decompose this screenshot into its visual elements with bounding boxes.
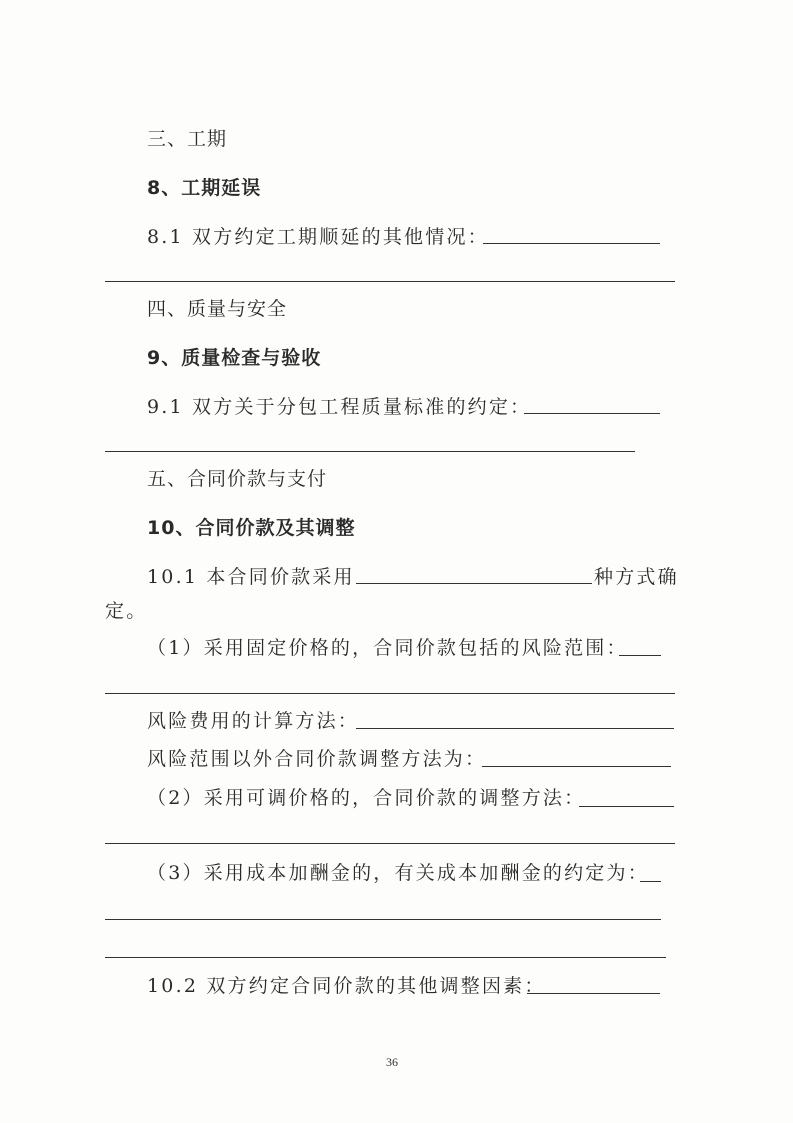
risk-outside-text: 风险范围以外合同价款调整方法为： — [147, 748, 487, 770]
clause-heading-price-adjustment: 10、合同价款及其调整 — [147, 517, 356, 539]
item-1-blank-line2[interactable] — [105, 693, 675, 694]
item-3-blank[interactable] — [640, 881, 661, 882]
risk-fee-blank[interactable] — [356, 728, 674, 729]
clause-heading-inspection: 9、质量检查与验收 — [147, 347, 322, 369]
item-1-blank[interactable] — [619, 655, 661, 656]
clause-10-1-text-tail: 种方式确 — [594, 566, 679, 588]
clause-10-1-text: 10.1 本合同价款采用 — [147, 566, 355, 588]
item-3-text: （3）采用成本加酬金的，有关成本加酬金的约定为： — [147, 862, 649, 884]
item-2-blank-line2[interactable] — [105, 843, 675, 844]
item-3-blank-line2[interactable] — [105, 919, 661, 920]
clause-10-2-blank[interactable] — [527, 993, 660, 994]
item-2-blank[interactable] — [579, 806, 674, 807]
clause-9-1-text: 9.1 双方关于分包工程质量标准的约定： — [147, 396, 532, 418]
clause-10-2-text: 10.2 双方约定合同价款的其他调整因素： — [147, 975, 546, 997]
clause-10-1-blank[interactable] — [356, 583, 592, 584]
section-heading-schedule: 三、工期 — [147, 128, 228, 150]
risk-outside-blank[interactable] — [482, 766, 671, 767]
section-heading-price-payment: 五、合同价款与支付 — [147, 468, 328, 490]
risk-fee-text: 风险费用的计算方法： — [147, 710, 360, 732]
item-3-blank-line3[interactable] — [105, 957, 666, 958]
page-number: 36 — [386, 1055, 398, 1069]
clause-9-1-blank-line2[interactable] — [105, 451, 635, 452]
clause-10-1-text-wrap: 定。 — [105, 600, 148, 622]
clause-heading-delay: 8、工期延误 — [147, 177, 262, 199]
item-2-text: （2）采用可调价格的，合同价款的调整方法： — [147, 787, 586, 809]
clause-8-1-blank[interactable] — [483, 243, 660, 244]
clause-8-1-blank-line2[interactable] — [105, 281, 675, 282]
clause-9-1-blank[interactable] — [524, 413, 660, 414]
clause-8-1-text: 8.1 双方约定工期顺延的其他情况： — [147, 226, 489, 248]
item-1-text: （1）采用固定价格的，合同价款包括的风险范围： — [147, 637, 628, 659]
section-heading-quality-safety: 四、质量与安全 — [147, 298, 288, 320]
